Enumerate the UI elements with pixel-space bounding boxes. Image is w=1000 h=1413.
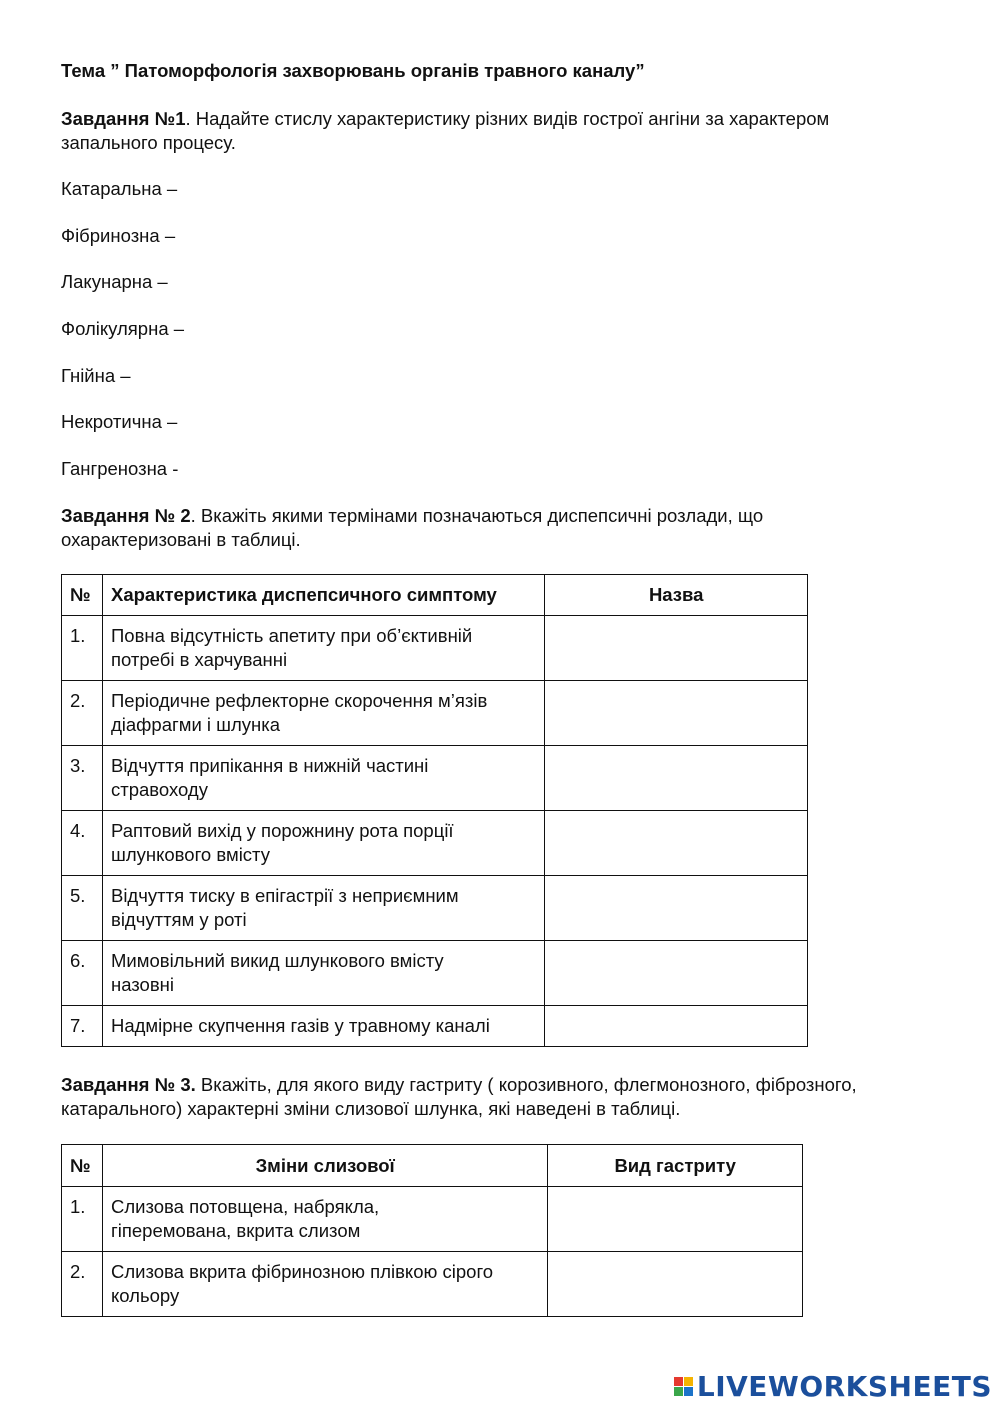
symptom-description bbox=[102, 876, 544, 941]
task1-instructions bbox=[61, 107, 829, 155]
symptom-line: Відчуття припікання в нижній частині bbox=[110, 755, 429, 776]
symptom-description bbox=[102, 941, 544, 1006]
row-number: 2. bbox=[62, 1252, 103, 1317]
symptom-line: відчуттям у роті bbox=[110, 909, 247, 930]
angina-catarrhal: Катаральна – bbox=[61, 178, 178, 199]
table-row bbox=[62, 1252, 803, 1317]
symptom-line: Повна відсутність апетиту при об’єктивній bbox=[110, 625, 473, 646]
column-header-characteristic: Характеристика диспепсичного симптому bbox=[102, 575, 544, 616]
symptom-line: стравоходу bbox=[110, 779, 208, 800]
symptom-line: назовні bbox=[110, 974, 174, 995]
column-header-mucosa-changes: Зміни слизової bbox=[102, 1145, 547, 1187]
logo-square bbox=[684, 1377, 693, 1386]
gastritis-table bbox=[61, 1144, 803, 1317]
mucosa-line: Слизова потовщена, набрякла, bbox=[110, 1196, 380, 1217]
row-number: 1. bbox=[62, 1187, 103, 1252]
column-header-number: № bbox=[62, 1145, 103, 1187]
row-number: 3. bbox=[62, 746, 103, 811]
symptom-description bbox=[102, 681, 544, 746]
table-row bbox=[62, 811, 808, 876]
liveworksheets-logo bbox=[674, 1370, 992, 1403]
logo-text: LIVEWORKSHEETS bbox=[696, 1370, 992, 1403]
answer-input-cell[interactable] bbox=[545, 876, 808, 941]
dyspepsia-table bbox=[61, 574, 808, 1047]
symptom-line: шлункового вмісту bbox=[110, 844, 270, 865]
answer-input-cell[interactable] bbox=[545, 746, 808, 811]
row-number: 4. bbox=[62, 811, 103, 876]
mucosa-description bbox=[102, 1252, 547, 1317]
task1-label: Завдання №1 bbox=[61, 108, 186, 129]
table-row bbox=[62, 746, 808, 811]
answer-input-cell[interactable] bbox=[545, 941, 808, 1006]
column-header-gastritis-type: Вид гастриту bbox=[548, 1145, 803, 1187]
angina-follicular: Фолікулярна – bbox=[61, 318, 185, 339]
logo-square bbox=[684, 1387, 693, 1396]
mucosa-line: кольору bbox=[110, 1285, 180, 1306]
table-row bbox=[62, 941, 808, 1006]
task1-text-line2: запального процесу. bbox=[61, 132, 236, 153]
symptom-description bbox=[102, 616, 544, 681]
column-header-name: Назва bbox=[545, 575, 808, 616]
table-row bbox=[62, 876, 808, 941]
row-number: 7. bbox=[62, 1006, 103, 1047]
angina-lacunar: Лакунарна – bbox=[61, 271, 168, 292]
angina-necrotic: Некротична – bbox=[61, 411, 178, 432]
symptom-description bbox=[102, 746, 544, 811]
answer-input-cell[interactable] bbox=[545, 1006, 808, 1047]
answer-input-cell[interactable] bbox=[545, 616, 808, 681]
answer-input-cell[interactable] bbox=[545, 811, 808, 876]
symptom-line: Раптовий вихід у порожнину рота порції bbox=[110, 820, 454, 841]
task1-text-line1: . Надайте стислу характеристику різних видів гострої ангіни за характером bbox=[185, 108, 830, 129]
logo-square bbox=[674, 1377, 683, 1386]
mucosa-description bbox=[102, 1187, 547, 1252]
symptom-line: Мимовільний викид шлункового вмісту bbox=[110, 950, 444, 971]
row-number: 2. bbox=[62, 681, 103, 746]
table-row bbox=[62, 1187, 803, 1252]
table-header-row bbox=[62, 1145, 803, 1187]
symptom-description bbox=[102, 811, 544, 876]
task3-label: Завдання № 3. bbox=[61, 1074, 196, 1095]
table-row bbox=[62, 616, 808, 681]
answer-input-cell[interactable] bbox=[545, 681, 808, 746]
angina-purulent: Гнійна – bbox=[61, 365, 131, 386]
task3-text-line1: Вкажіть, для якого виду гастриту ( корозивного, флегмонозного, фіброзного, bbox=[195, 1074, 857, 1095]
angina-fibrinous: Фібринозна – bbox=[61, 225, 176, 246]
page-title: Тема ” Патоморфологія захворювань органів травного каналу” bbox=[61, 60, 645, 81]
answer-input-cell[interactable] bbox=[548, 1252, 803, 1317]
row-number: 1. bbox=[62, 616, 103, 681]
mucosa-line: Слизова вкрита фібринозною плівкою сірого bbox=[110, 1261, 494, 1282]
row-number: 6. bbox=[62, 941, 103, 1006]
column-header-number: № bbox=[62, 575, 103, 616]
task2-label: Завдання № 2 bbox=[61, 505, 191, 526]
symptom-line: Надмірне скупчення газів у травному каналі bbox=[110, 1015, 490, 1036]
symptom-description bbox=[102, 1006, 544, 1047]
symptom-line: потребі в харчуванні bbox=[110, 649, 288, 670]
mucosa-line: гіперемована, вкрита слизом bbox=[110, 1220, 361, 1241]
table-row bbox=[62, 1006, 808, 1047]
row-number: 5. bbox=[62, 876, 103, 941]
task2-text-line1: . Вкажіть якими термінами позначаються диспепсичні розлади, що bbox=[190, 505, 764, 526]
symptom-line: Відчуття тиску в епігастрії з неприємним bbox=[110, 885, 459, 906]
task3-text-line2: катарального) характерні зміни слизової шлунка, які наведені в таблиці. bbox=[61, 1098, 681, 1119]
table-header-row bbox=[62, 575, 808, 616]
task2-text-line2: охарактеризовані в таблиці. bbox=[61, 529, 301, 550]
logo-square bbox=[674, 1387, 683, 1396]
task3-instructions bbox=[61, 1073, 857, 1121]
task2-instructions bbox=[61, 504, 763, 552]
angina-gangrenous: Гангренозна - bbox=[61, 458, 179, 479]
symptom-line: діафрагми і шлунка bbox=[110, 714, 281, 735]
symptom-line: Періодичне рефлекторне скорочення м’язів bbox=[110, 690, 488, 711]
table-row bbox=[62, 681, 808, 746]
logo-mark-icon bbox=[674, 1377, 693, 1396]
answer-input-cell[interactable] bbox=[548, 1187, 803, 1252]
